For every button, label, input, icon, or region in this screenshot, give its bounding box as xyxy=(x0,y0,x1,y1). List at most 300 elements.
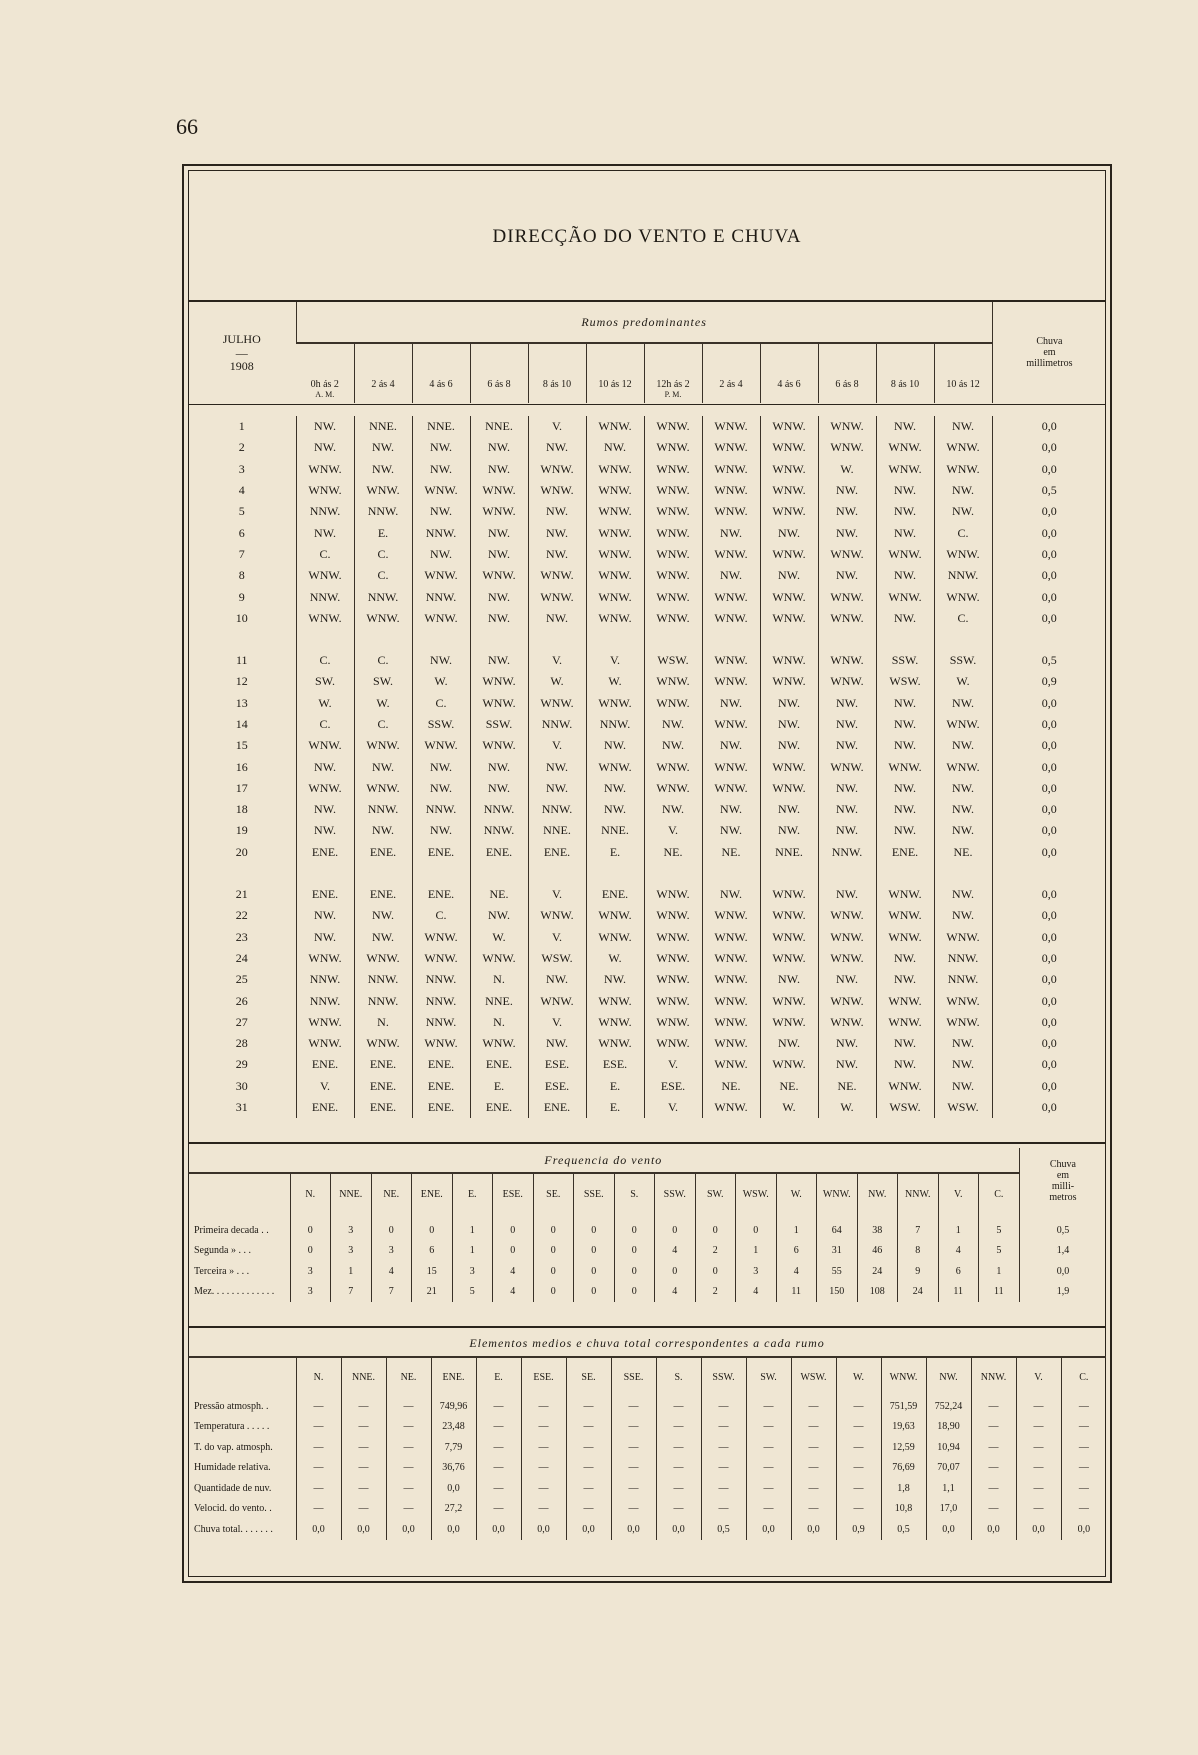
element-cell: — xyxy=(656,1396,701,1417)
table-row xyxy=(188,778,1106,799)
element-cell: 10,94 xyxy=(926,1437,971,1458)
frequency-caption-cell xyxy=(188,1148,1019,1173)
table-row xyxy=(188,756,1106,777)
element-cell: — xyxy=(341,1458,386,1479)
direction-cell: NNW. xyxy=(470,799,528,820)
element-cell: — xyxy=(566,1417,611,1438)
rain-cell: 0,0 xyxy=(992,586,1106,607)
element-cell: — xyxy=(341,1499,386,1520)
direction-cell: NW. xyxy=(702,799,760,820)
direction-cell: WNW. xyxy=(760,586,818,607)
direction-cell: WNW. xyxy=(702,1054,760,1075)
day-cell: 12 xyxy=(235,674,248,689)
direction-cell: NW. xyxy=(818,501,876,522)
direction-cell: NW. xyxy=(760,1033,818,1054)
direction-cell: WNW. xyxy=(818,948,876,969)
frequency-cell: 4 xyxy=(493,1261,534,1282)
direction-cell: WNW. xyxy=(586,586,644,607)
direction-cell: NNW. xyxy=(412,586,470,607)
direction-cell: E. xyxy=(470,1076,528,1097)
direction-cell: WNW. xyxy=(354,948,412,969)
gap-cell xyxy=(702,629,760,650)
direction-cell: NW. xyxy=(470,459,528,480)
element-cell: 0,0 xyxy=(296,1519,341,1540)
direction-cell: WNW. xyxy=(876,1076,934,1097)
direction-cell: NW. xyxy=(934,501,992,522)
decade-gap xyxy=(188,863,1106,884)
gap-cell xyxy=(760,863,818,884)
direction-cell: WNW. xyxy=(412,735,470,756)
frequency-cell: 0 xyxy=(574,1282,615,1303)
table-row xyxy=(188,1417,1106,1438)
direction-cell: WNW. xyxy=(644,437,702,458)
frequency-cell: 5 xyxy=(452,1282,493,1303)
gap-cell xyxy=(354,863,412,884)
direction-cell: NW. xyxy=(876,608,934,629)
direction-column-header: SSE. xyxy=(611,1357,656,1396)
page-number: 66 xyxy=(176,114,198,139)
direction-cell: NW. xyxy=(818,778,876,799)
direction-cell: NW. xyxy=(876,693,934,714)
direction-cell: NW. xyxy=(876,778,934,799)
frequency-cell: 6 xyxy=(412,1241,453,1262)
day-cell: 27 xyxy=(235,1014,248,1029)
day-cell: 1 xyxy=(238,419,245,434)
direction-cell: WNW. xyxy=(470,501,528,522)
direction-cell: WNW. xyxy=(702,586,760,607)
direction-cell: C. xyxy=(934,522,992,543)
element-cell: — xyxy=(656,1437,701,1458)
frequency-caption: Frequencia do vento xyxy=(544,1152,663,1167)
frequency-cell: 0 xyxy=(533,1214,574,1241)
direction-cell: NNW. xyxy=(412,522,470,543)
t2-rain-label-1: Chuva xyxy=(1049,1159,1076,1170)
table-row xyxy=(188,565,1106,586)
direction-cell: WNW. xyxy=(354,735,412,756)
table-row xyxy=(188,1214,1106,1241)
element-cell: — xyxy=(746,1396,791,1417)
direction-cell: WNW. xyxy=(818,990,876,1011)
frequency-cell: 31 xyxy=(817,1241,858,1262)
direction-cell: NW. xyxy=(702,522,760,543)
direction-cell: NW. xyxy=(412,756,470,777)
gap-cell xyxy=(354,629,412,650)
direction-cell: WNW. xyxy=(702,671,760,692)
direction-cell: WNW. xyxy=(702,1097,760,1118)
direction-cell: V. xyxy=(644,820,702,841)
direction-cell: WNW. xyxy=(644,990,702,1011)
element-cell: — xyxy=(386,1417,431,1438)
rain-cell: 0,0 xyxy=(992,459,1106,480)
frequency-cell: 1 xyxy=(979,1261,1020,1282)
time-column-label: 8 ás 10 xyxy=(542,379,572,390)
direction-cell: WNW. xyxy=(760,544,818,565)
direction-cell: WNW. xyxy=(818,416,876,437)
direction-column-header: WSW. xyxy=(736,1173,777,1214)
direction-column-header: V. xyxy=(1016,1357,1061,1396)
element-cell: — xyxy=(701,1458,746,1479)
direction-cell: NNW. xyxy=(934,969,992,990)
element-cell: — xyxy=(836,1417,881,1438)
mean-elements-table xyxy=(188,1330,1106,1540)
gap-cell xyxy=(188,629,296,650)
frequency-cell: 0 xyxy=(574,1241,615,1262)
direction-cell: WNW. xyxy=(934,756,992,777)
direction-cell: ENE. xyxy=(296,1097,354,1118)
direction-column-header: SW. xyxy=(695,1173,736,1214)
direction-cell: WNW. xyxy=(702,756,760,777)
direction-cell: WNW. xyxy=(876,927,934,948)
direction-cell: WNW. xyxy=(760,1012,818,1033)
direction-cell: SSW. xyxy=(934,650,992,671)
element-cell: 0,0 xyxy=(476,1519,521,1540)
element-cell: — xyxy=(701,1478,746,1499)
element-cell: 10,8 xyxy=(881,1499,926,1520)
direction-cell: NW. xyxy=(760,522,818,543)
section-rule-2 xyxy=(188,1326,1106,1328)
direction-cell: W. xyxy=(412,671,470,692)
frequency-cell: 15 xyxy=(412,1261,453,1282)
direction-cell: WNW. xyxy=(644,756,702,777)
direction-cell: NW. xyxy=(644,799,702,820)
direction-cell: WNW. xyxy=(470,480,528,501)
frequency-cell: 55 xyxy=(817,1261,858,1282)
element-cell: — xyxy=(1016,1478,1061,1499)
rain-cell: 0,5 xyxy=(992,480,1106,501)
direction-cell: WNW. xyxy=(528,565,586,586)
table-row xyxy=(188,1097,1106,1118)
element-cell: 0,0 xyxy=(971,1519,1016,1540)
element-cell: 0,0 xyxy=(1016,1519,1061,1540)
element-cell: — xyxy=(1016,1458,1061,1479)
element-cell: 0,0 xyxy=(611,1519,656,1540)
time-column-label: 2 ás 4 xyxy=(719,379,743,390)
direction-cell: WNW. xyxy=(702,969,760,990)
rain-cell: 0,0 xyxy=(992,693,1106,714)
frequency-cell: 1 xyxy=(736,1241,777,1262)
element-cell: — xyxy=(746,1478,791,1499)
t2-rain-header xyxy=(1019,1148,1106,1214)
direction-cell: E. xyxy=(354,522,412,543)
direction-cell: NE. xyxy=(470,884,528,905)
direction-cell: WNW. xyxy=(586,544,644,565)
direction-cell: WNW. xyxy=(586,480,644,501)
element-cell: 76,69 xyxy=(881,1458,926,1479)
element-cell: — xyxy=(971,1417,1016,1438)
day-cell: 18 xyxy=(235,802,248,817)
period-label: P. M. xyxy=(664,390,682,399)
direction-cell: V. xyxy=(644,1097,702,1118)
direction-cell: V. xyxy=(528,735,586,756)
element-cell: — xyxy=(386,1499,431,1520)
direction-cell: WNW. xyxy=(644,778,702,799)
direction-cell: NW. xyxy=(296,905,354,926)
direction-cell: WNW. xyxy=(354,608,412,629)
direction-column-header: SSW. xyxy=(701,1357,746,1396)
element-cell: — xyxy=(521,1478,566,1499)
day-cell: 30 xyxy=(235,1078,248,1093)
direction-cell: WNW. xyxy=(296,948,354,969)
direction-cell: NNE. xyxy=(760,842,818,863)
element-cell: 17,0 xyxy=(926,1499,971,1520)
rain-cell: 0,9 xyxy=(992,671,1106,692)
direction-cell: NE. xyxy=(702,1076,760,1097)
direction-cell: WNW. xyxy=(760,948,818,969)
element-cell: — xyxy=(656,1417,701,1438)
gap-cell xyxy=(412,863,470,884)
direction-cell: ENE. xyxy=(876,842,934,863)
element-cell: 12,59 xyxy=(881,1437,926,1458)
table-row xyxy=(188,990,1106,1011)
direction-cell: NW. xyxy=(760,820,818,841)
direction-cell: WNW. xyxy=(760,416,818,437)
direction-cell: NW. xyxy=(702,693,760,714)
rain-label-2: em xyxy=(1043,347,1056,358)
direction-cell: WNW. xyxy=(644,501,702,522)
element-cell: 7,79 xyxy=(431,1437,476,1458)
day-cell: 24 xyxy=(235,950,248,965)
element-cell: — xyxy=(566,1396,611,1417)
direction-cell: NW. xyxy=(876,522,934,543)
frequency-cell: 38 xyxy=(857,1214,898,1241)
direction-column-header: S. xyxy=(656,1357,701,1396)
element-cell: — xyxy=(791,1437,836,1458)
direction-cell: NW. xyxy=(470,544,528,565)
table-row xyxy=(188,1076,1106,1097)
element-cell: 0,0 xyxy=(926,1519,971,1540)
direction-column-header: N. xyxy=(290,1173,331,1214)
time-column-header xyxy=(412,343,470,403)
direction-cell: WNW. xyxy=(296,480,354,501)
element-cell: — xyxy=(296,1417,341,1438)
wind-frequency-table xyxy=(188,1148,1106,1302)
rain-label-1: Chuva xyxy=(1036,336,1063,347)
direction-cell: WSW. xyxy=(876,1097,934,1118)
direction-cell: V. xyxy=(296,1076,354,1097)
t2-rain-label-2: em xyxy=(1056,1170,1070,1181)
direction-cell: WNW. xyxy=(296,778,354,799)
direction-cell: NW. xyxy=(934,1033,992,1054)
direction-cell: WNW. xyxy=(876,884,934,905)
direction-cell: NW. xyxy=(354,756,412,777)
direction-cell: NW. xyxy=(354,927,412,948)
frequency-cell: 4 xyxy=(938,1241,979,1262)
direction-cell: WNW. xyxy=(644,969,702,990)
direction-cell: WNW. xyxy=(644,459,702,480)
element-cell: 19,63 xyxy=(881,1417,926,1438)
direction-cell: WNW. xyxy=(296,1033,354,1054)
direction-cell: NW. xyxy=(412,544,470,565)
direction-cell: WNW. xyxy=(702,544,760,565)
element-cell: — xyxy=(836,1499,881,1520)
direction-cell: WNW. xyxy=(818,544,876,565)
direction-column-header: W. xyxy=(776,1173,817,1214)
direction-column-header: C. xyxy=(979,1173,1020,1214)
direction-cell: NW. xyxy=(760,565,818,586)
direction-column-header: E. xyxy=(452,1173,493,1214)
row-label: Segunda » . . . xyxy=(194,1245,251,1257)
gap-cell xyxy=(644,863,702,884)
time-column-header xyxy=(644,343,702,403)
direction-cell: NW. xyxy=(702,820,760,841)
direction-cell: ESE. xyxy=(528,1054,586,1075)
frequency-cell: 1 xyxy=(938,1214,979,1241)
element-cell: — xyxy=(611,1458,656,1479)
direction-cell: WNW. xyxy=(702,1012,760,1033)
table-row xyxy=(188,948,1106,969)
period-label xyxy=(355,390,412,403)
direction-column-header: NNE. xyxy=(341,1357,386,1396)
table-row xyxy=(188,927,1106,948)
period-label xyxy=(935,390,992,403)
t2-label-header xyxy=(188,1173,290,1214)
direction-cell: NW. xyxy=(876,480,934,501)
element-cell: — xyxy=(791,1458,836,1479)
table-row xyxy=(188,693,1106,714)
direction-cell: WNW. xyxy=(470,565,528,586)
direction-cell: C. xyxy=(296,544,354,565)
month-dash: — xyxy=(235,345,248,360)
direction-cell: C. xyxy=(934,608,992,629)
rain-cell: 0,0 xyxy=(992,1012,1106,1033)
direction-cell: WNW. xyxy=(702,948,760,969)
row-label: T. do vap. atmosph. xyxy=(194,1441,273,1453)
direction-cell: NW. xyxy=(528,522,586,543)
period-label: A. M. xyxy=(315,390,335,399)
frequency-cell: 1 xyxy=(452,1214,493,1241)
direction-cell: NNW. xyxy=(412,969,470,990)
direction-cell: NW. xyxy=(528,608,586,629)
direction-cell: NW. xyxy=(876,565,934,586)
direction-cell: NW. xyxy=(876,948,934,969)
element-cell: — xyxy=(386,1437,431,1458)
day-cell: 5 xyxy=(238,504,245,519)
direction-cell: NW. xyxy=(876,714,934,735)
direction-cell: NW. xyxy=(528,1033,586,1054)
direction-cell: NNW. xyxy=(412,990,470,1011)
rain-cell: 0,0 xyxy=(992,1054,1106,1075)
element-cell: — xyxy=(791,1417,836,1438)
direction-cell: NE. xyxy=(702,842,760,863)
direction-cell: NW. xyxy=(644,714,702,735)
rain-cell: 0,0 xyxy=(992,990,1106,1011)
frequency-cell: 0 xyxy=(371,1214,412,1241)
direction-cell: ENE. xyxy=(296,842,354,863)
direction-cell: NW. xyxy=(644,735,702,756)
direction-column-header: SSE. xyxy=(574,1173,615,1214)
direction-cell: WNW. xyxy=(702,927,760,948)
table-row xyxy=(188,416,1106,437)
decade-gap xyxy=(188,629,1106,650)
frequency-cell: 0 xyxy=(533,1241,574,1262)
direction-cell: ENE. xyxy=(354,1054,412,1075)
direction-cell: NW. xyxy=(702,565,760,586)
day-cell: 31 xyxy=(235,1100,248,1115)
gap-cell xyxy=(876,629,934,650)
direction-cell: C. xyxy=(354,650,412,671)
direction-cell: NW. xyxy=(470,608,528,629)
frequency-cell: 0 xyxy=(695,1261,736,1282)
direction-cell: N. xyxy=(470,1012,528,1033)
gap-cell xyxy=(644,629,702,650)
period-label xyxy=(761,390,818,403)
direction-cell: WNW. xyxy=(470,693,528,714)
rain-cell: 0,0 xyxy=(992,948,1106,969)
rain-cell: 0,0 xyxy=(992,842,1106,863)
day-cell: 10 xyxy=(235,610,248,625)
direction-column-header: N. xyxy=(296,1357,341,1396)
time-column-label: 0h ás 2 xyxy=(310,379,339,390)
direction-cell: NW. xyxy=(470,778,528,799)
frequency-cell: 4 xyxy=(655,1282,696,1303)
direction-cell: V. xyxy=(644,1054,702,1075)
frequency-cell: 0 xyxy=(533,1261,574,1282)
t2-rain-label-4: metros xyxy=(1049,1192,1077,1203)
direction-cell: NW. xyxy=(934,480,992,501)
frequency-cell: 21 xyxy=(412,1282,453,1303)
time-column-label: 6 ás 8 xyxy=(487,379,511,390)
direction-cell: NW. xyxy=(296,927,354,948)
direction-cell: WNW. xyxy=(412,565,470,586)
day-cell: 8 xyxy=(238,568,245,583)
time-column-header xyxy=(818,343,876,403)
rain-cell: 0,0 xyxy=(992,437,1106,458)
direction-cell: WNW. xyxy=(354,778,412,799)
direction-cell: SSW. xyxy=(412,714,470,735)
direction-cell: WNW. xyxy=(934,437,992,458)
direction-cell: NW. xyxy=(354,905,412,926)
frequency-cell: 4 xyxy=(371,1261,412,1282)
rain-cell: 0,0 xyxy=(992,1097,1106,1118)
element-cell: — xyxy=(566,1499,611,1520)
period-label xyxy=(877,390,934,403)
direction-cell: WNW. xyxy=(470,1033,528,1054)
direction-cell: WNW. xyxy=(876,544,934,565)
time-column-header xyxy=(702,343,760,403)
rain-cell: 0,0 xyxy=(992,969,1106,990)
gap-cell xyxy=(586,629,644,650)
direction-cell: C. xyxy=(412,905,470,926)
element-cell: — xyxy=(341,1396,386,1417)
element-cell: — xyxy=(1016,1437,1061,1458)
direction-cell: V. xyxy=(528,1012,586,1033)
direction-cell: NW. xyxy=(818,820,876,841)
direction-column-header: E. xyxy=(476,1357,521,1396)
direction-cell: ENE. xyxy=(470,1054,528,1075)
table-row xyxy=(188,544,1106,565)
direction-cell: WNW. xyxy=(702,608,760,629)
direction-cell: WNW. xyxy=(934,990,992,1011)
frequency-cell: 3 xyxy=(331,1241,372,1262)
period-label xyxy=(413,390,470,403)
element-cell: — xyxy=(296,1396,341,1417)
element-cell: — xyxy=(836,1478,881,1499)
table-row xyxy=(188,522,1106,543)
direction-cell: NW. xyxy=(528,544,586,565)
direction-cell: NNE. xyxy=(528,820,586,841)
row-label: Primeira decada . . xyxy=(194,1224,269,1236)
direction-column-header: ENE. xyxy=(412,1173,453,1214)
direction-cell: NW. xyxy=(412,778,470,799)
day-cell: 13 xyxy=(235,695,248,710)
direction-cell: WNW. xyxy=(296,735,354,756)
row-label: Pressão atmosph. . xyxy=(194,1400,269,1412)
direction-cell: NNW. xyxy=(412,1012,470,1033)
direction-cell: NW. xyxy=(470,905,528,926)
direction-cell: NE. xyxy=(818,1076,876,1097)
table-row xyxy=(188,799,1106,820)
rain-cell: 0,0 xyxy=(992,735,1106,756)
